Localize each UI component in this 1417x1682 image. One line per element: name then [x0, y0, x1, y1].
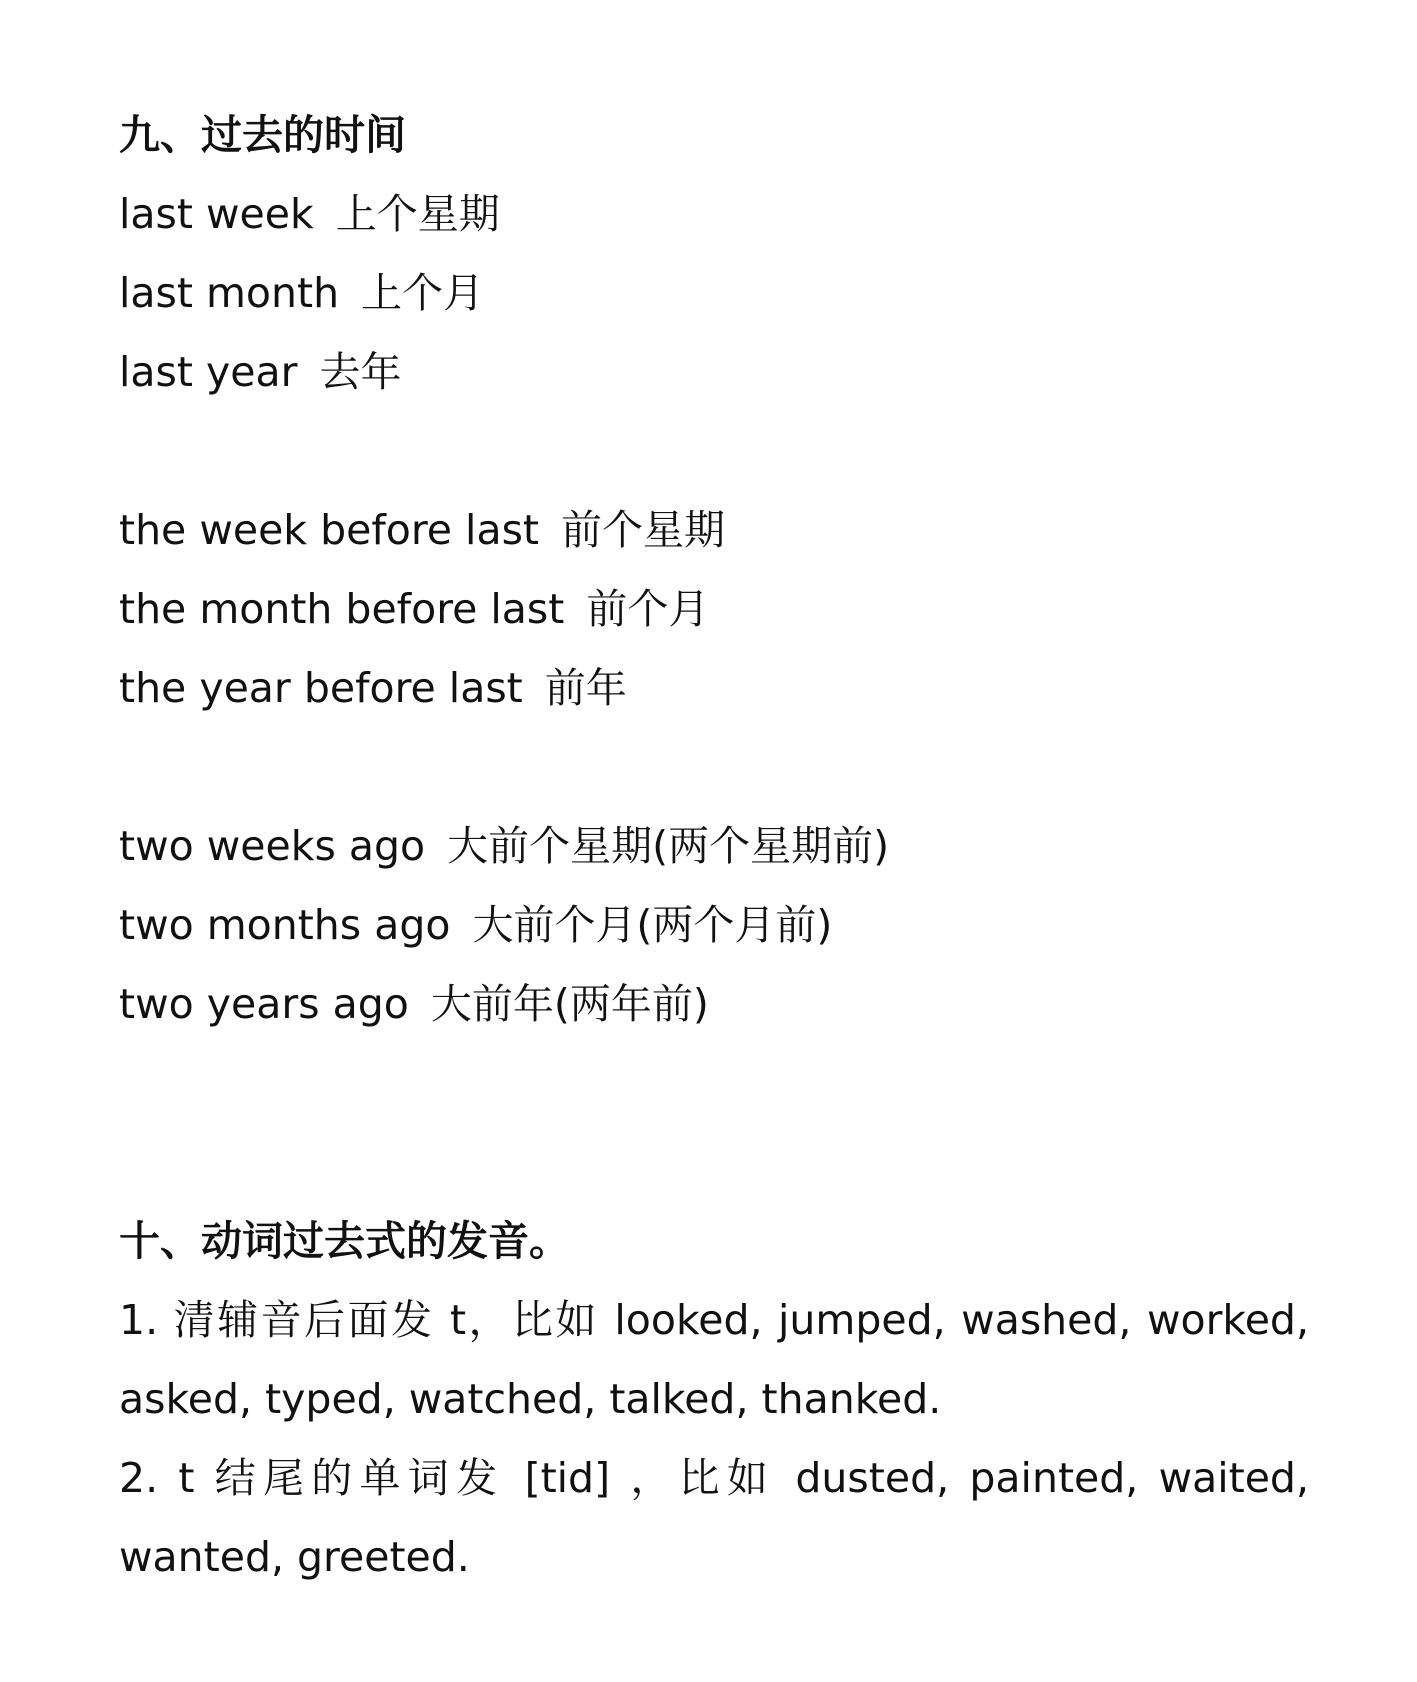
phrase-chinese: 前个星期: [561, 506, 726, 554]
phrase-chinese: 上个星期: [335, 190, 500, 238]
document-page: [119, 96, 1319, 1597]
phrase-line: [119, 254, 1319, 333]
phrase-chinese: 前年: [544, 664, 627, 712]
blank-line: [119, 728, 1319, 807]
phrase-english: two weeks ago: [119, 822, 426, 870]
phrase-line: [119, 886, 1319, 965]
section-10-heading: 十、动词过去式的发音。: [119, 1217, 570, 1265]
phrase-english: last week: [119, 190, 314, 238]
phrase-english: last month: [119, 269, 340, 317]
phrase-chinese: 去年: [319, 348, 402, 396]
phrase-line: [119, 965, 1319, 1044]
rule-paragraph: 1. 清辅音后面发 t，比如 looked, jumped, washed, worked, asked, typed, watched, talked, thanked.: [119, 1296, 1309, 1423]
phrase-english: last year: [119, 348, 298, 396]
rule-paragraph: 2. t 结尾的单词发 [tid] ，比如 dusted, painted, waited, wanted, greeted.: [119, 1454, 1309, 1581]
phrase-english: two years ago: [119, 980, 409, 1028]
phrase-chinese: 前个月: [586, 585, 710, 633]
phrase-chinese: 大前年(两年前): [430, 980, 709, 1028]
phrase-english: the month before last: [119, 585, 565, 633]
phrase-english: the year before last: [119, 664, 523, 712]
phrase-line: [119, 807, 1319, 886]
phrase-english: the week before last: [119, 506, 540, 554]
phrase-line: [119, 333, 1319, 412]
phrase-chinese: 大前个月(两个月前): [472, 901, 833, 949]
blank-line: [119, 412, 1319, 491]
section-9-heading: 九、过去的时间: [119, 111, 406, 159]
phrase-line: [119, 649, 1319, 728]
phrase-english: two months ago: [119, 901, 451, 949]
phrase-line: [119, 175, 1319, 254]
phrase-line: [119, 570, 1319, 649]
phrase-chinese: 上个月: [361, 269, 485, 317]
phrase-line: [119, 491, 1319, 570]
blank-space: [119, 1044, 1319, 1202]
phrase-chinese: 大前个星期(两个星期前): [447, 822, 890, 870]
